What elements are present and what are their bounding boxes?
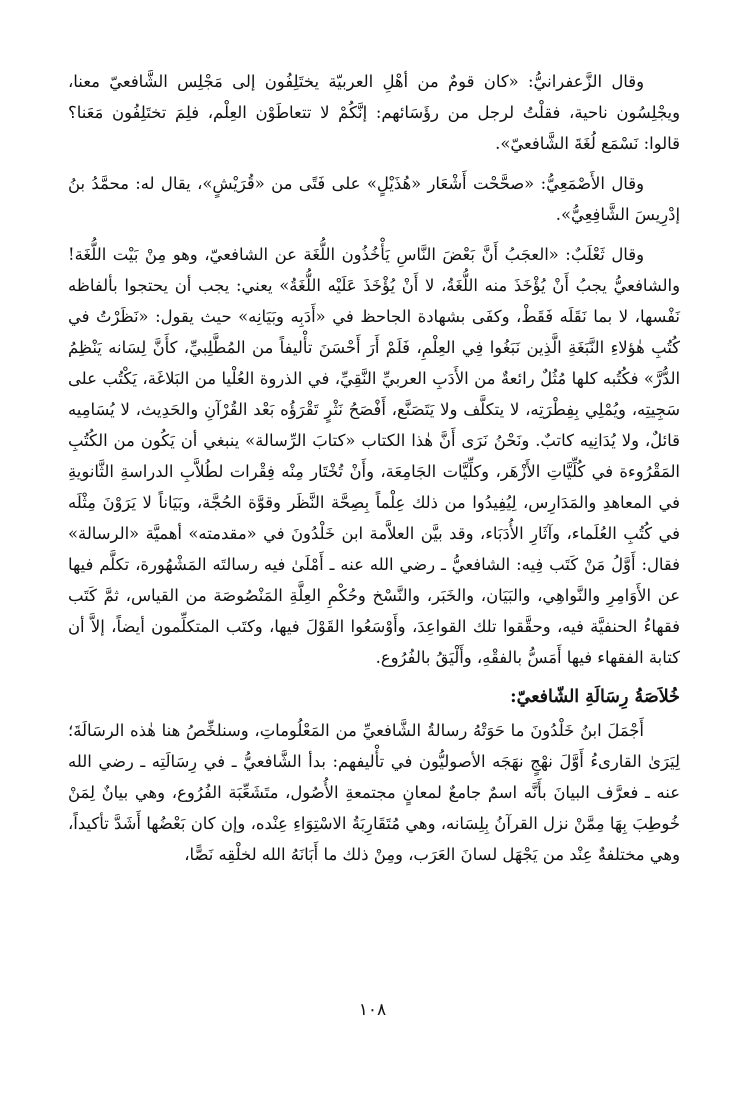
paragraph-summary: أَجْمَلَ ابنُ خَلْدُونَ ما حَوَتْهُ رسالةُ الشَّافعيِّ من المَعْلُوماتِ، وسنلخِّصُ هنا هٰذه الرسَالَةَ؛ لِيَرَىٰ القارىءُ أَوَّلَ نهْجٍ نهَجَه الأصوليُّون في تأْليفهم: بدأ الشَّافعيُّ ـ في رِسَالَتِه ـ رضي الله عنه ـ فعرَّف البيانَ بأَنَّه اسمٌ جامعٌ لمعانٍ مجتمعةِ الأُصُول، متَشَعِّبَة الفُرُوع، وهي بيانٌ لِمَنْ خُوطِبَ بِهَا مِمَّنْ نزل القرآنُ بِلِسَانه، وهي مُتَقَارِبَةُ الاسْتِوَاءِ عِنْده، وإن كان بَعْضُها أَشَدَّ تأكيداً، وهي مختلفةٌ عِنْد من يَجْهَل لسانَ العَرَب، ومِنْ ذلك ما أَبَانَهُ الله لخلْقِه نَصًّا، — [68, 721, 680, 864]
paragraph-zafarani: وقال الزَّعفرانيُّ: «كان قومٌ من أهْلِ العربيّة يختَلِفُون إلى مَجْلِس الشَّافعيّ معنا، ويجْلِسُون ناحية، فقلْتُ لرجل من رؤَسَائهم: إنَّكُمْ لا تتعاطَوْن العِلْم، فلِمَ تختَلِفُون مَعَنا؟ قالوا: نَسْمَع لُغَةَ الشَّافعيّ». — [68, 72, 680, 153]
paragraph-thalab: وقال ثَعْلَبٌ: «العجَبُ أَنَّ بَعْضَ النَّاسِ يَأْخُذُون اللُّغَة عن الشافعيّ، وهو مِنْ بَيْت اللُّغَة! والشافعيُّ يجبُ أَنْ يُؤْخَذَ منه اللُّغَةُ، لا أَنْ يُؤْخَذَ عَلَيْه اللُّغَةُ» يعني: يجب أن يحتجوا بألفاظه نَفْسها، لا بما نَقَلَه فَقَطْ، وكفَى بشهادة الجاحظ في «أَدَبِه وبَيَانِه» حيث يقول: «نَظَرْتُ في كُتُبِ هٰؤلاءِ النَّبَغَةِ الَّذِين نَبَغُوا فِي العِلْمِ، فَلَمْ أَرَ أَحْسَنَ تأْليفاً من المُطَّلِبيِّ، كأَنَّ لِسَانه يَنْظِمُ الدُّرَّ» فكُتُبه كلها مُثُلٌ رائعةٌ من الأَدَبِ العربيِّ النَّقِيِّ، في الذروة العُلْيا من البَلاغَة، يَكْتُب على سَجِيتِه، ويُمْلِي بِفِطْرَتِه، لا يتكلَّف ولا يَتَصَنَّع، أَفْصَحُ نَثْرٍ تَقْرَؤُه بَعْد القُرْآنِ والحَدِيث، لا يُسَامِيه قائلٌ، ولا يُدَانِيه كاتبٌ. ونَحْنُ نَرَى أَنَّ هٰذا الكتاب «كتابَ الرِّسالة» ينبغي أن يَكُون من الكُتُبِ المَقْرُوءة في كُلِّيَّاتِ الأَزْهَر، وكلِّيَّات الجَامِعَة، وأَنْ تُخْتَار مِنْه فِقْرات لطُلاَّبِ الدراسةِ الثَّانويةِ في المعاهدِ والمَدَارِس، لِيُفِيدُوا من ذلك عِلْماً بِصِحَّة النَّظَر وقوَّة الحُجَّة، وبَيَاناً لا يَرَوْنَ مِثْلَه في كُتُبِ العُلَماء، وآثَارِ الأُدَبَاء، وقد بيَّن العلاَّمة ابن خَلْدُونَ في «مقدمته» أهميَّة «الرسالة» فقال: أَوَّلُ مَنْ كَتَب فِيه: الشافعيُّ ـ رضي الله عنه ـ أَمْلَىٰ فيه رسالتَه المَشْهُورة، تكلَّم فيها عن الأَوَامِرِ والنَّواهِي، والبَيَان، والخَبَر، والنَّسْخ وحُكْمِ العِلَّةِ المَنْصُوصَة من القياس، ثمَّ كَتَب فقهاءُ الحنفيَّة فيه، وحقَّقوا تلك القواعِدَ، وأَوْسَعُوا القَوْلَ فيها، وكتَب المتكلِّمون أيضاً، إلاَّ أن كتابة الفقهاء فيها أَمَسُّ بالفقْهِ، وأَلْيَقُ بالفُرُوع. — [68, 245, 680, 667]
page-body — [68, 66, 680, 879]
page-number: ١٠٨ — [358, 1000, 387, 1020]
section-heading: خُلاَصَةُ رِسَالَةِ الشّافعيّ: — [510, 687, 680, 707]
paragraph-asmai: وقال الأَصْمَعِيُّ: «صحَّحْت أَشْعَار «هُذَيْلٍ» على فَتًى من «قُرَيْشٍ»، يقال له: محمَّدُ بنُ إدْرِيسَ الشَّافِعِيُّ». — [68, 174, 680, 224]
